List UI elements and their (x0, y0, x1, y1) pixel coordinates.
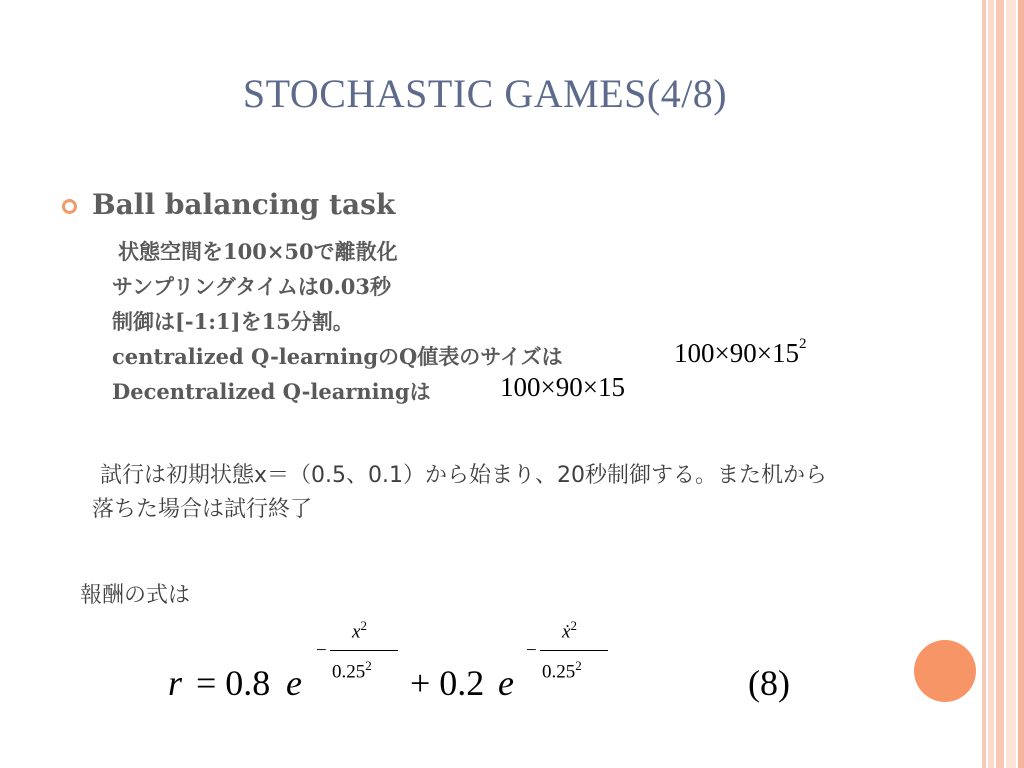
size-decentralized: 100×90×15 (500, 372, 625, 402)
line-decentralized: Decentralized Q-learningは (112, 379, 431, 404)
equation-number: (8) (748, 663, 790, 703)
paragraph-line-1: 試行は初期状態x＝（0.5、0.1）から始まり、20秒制御する。また机から (100, 463, 827, 488)
bullet-ring-icon (62, 199, 77, 214)
line-state-space: 状態空間を100×50で離散化 (118, 239, 398, 264)
slide-title: STOCHASTIC GAMES(4/8) (242, 71, 728, 116)
line-centralized: centralized Q-learningのQ値表のサイズは (112, 344, 563, 369)
reward-label: 報酬の式は (80, 583, 191, 608)
decorative-circle (914, 640, 976, 702)
line-control: 制御は[-1:1]を15分割。 (112, 309, 354, 334)
bullet-text: Ball balancing task (92, 188, 396, 221)
reward-formula: r = 0.8 e − $x^2$ 0.25$^2$ + 0.2 e − ẋ$^2$ 0.25$^2$ (168, 618, 808, 708)
size-centralized: $100\times 90\times 15^2$ (674, 336, 807, 368)
line-sampling-time: サンプリングタイムは0.03秒 (112, 274, 391, 299)
paragraph-line-2: 落ちた場合は試行終了 (92, 497, 313, 522)
decorative-side-stripes (980, 0, 1024, 768)
